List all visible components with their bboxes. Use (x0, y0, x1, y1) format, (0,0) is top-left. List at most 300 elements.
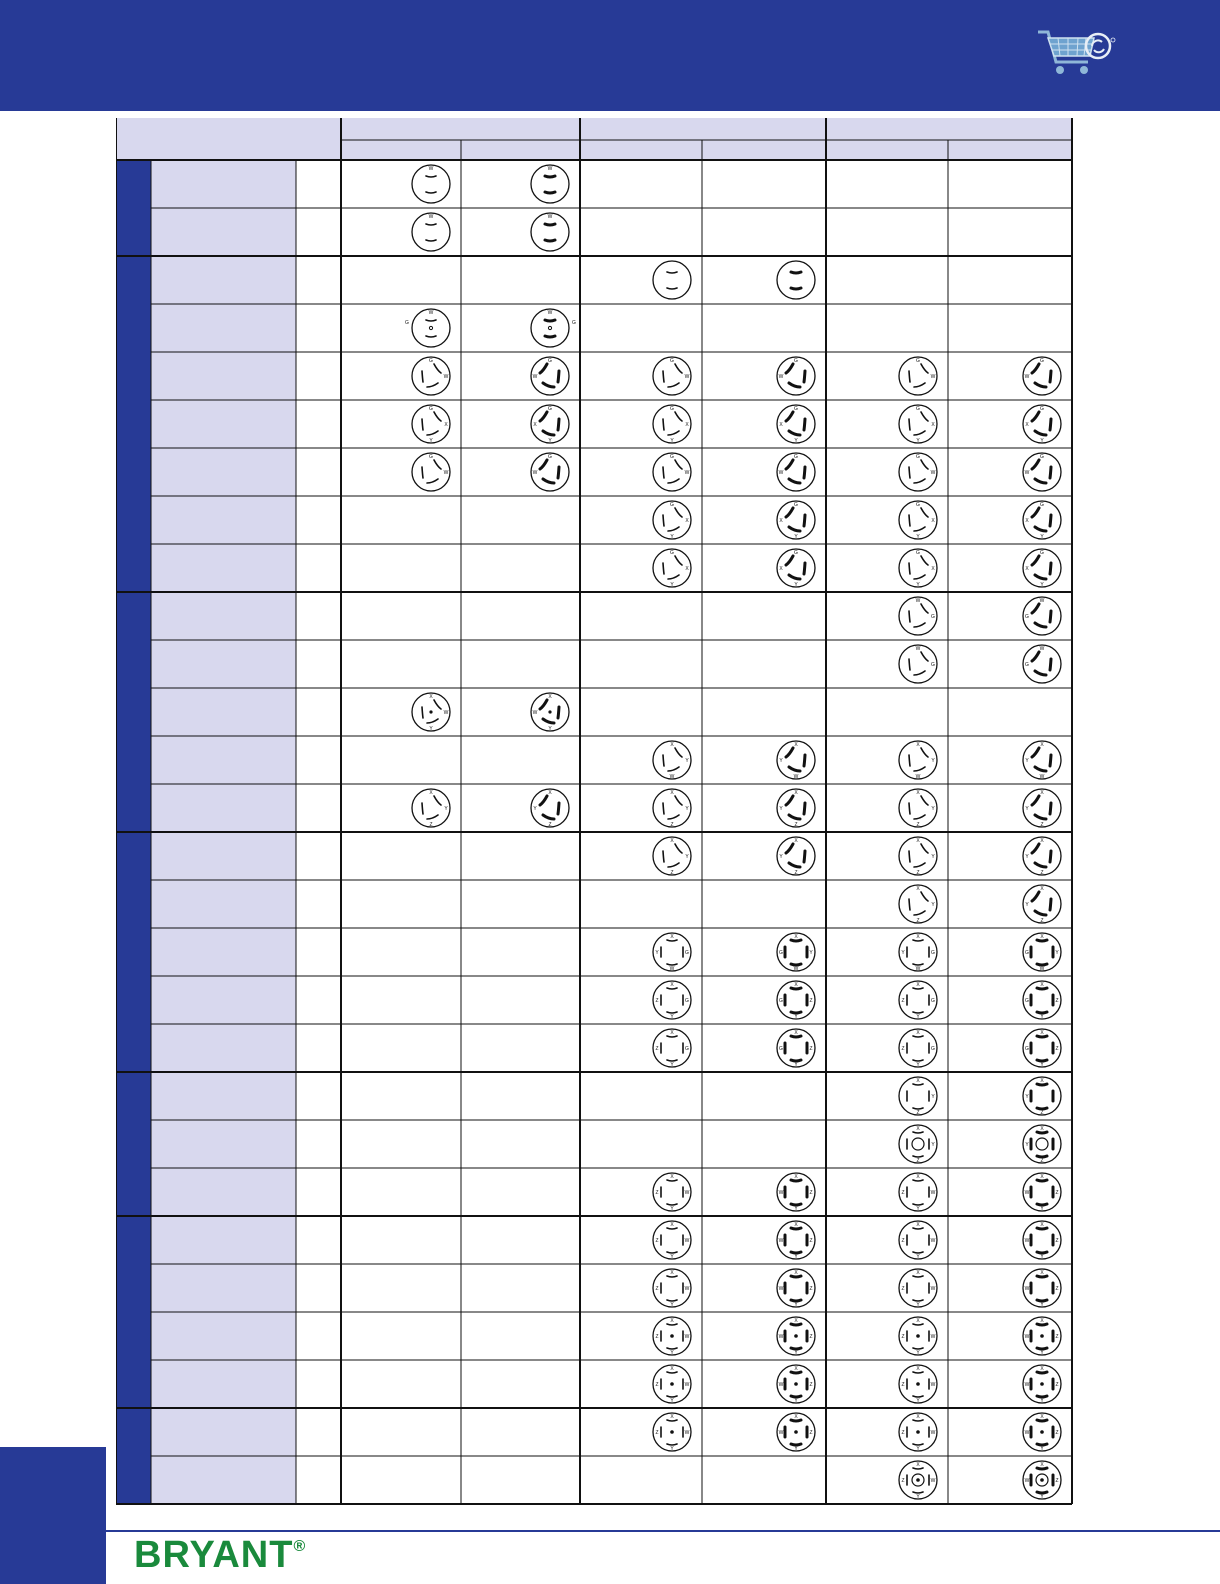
svg-text:W: W (778, 1382, 784, 1388)
svg-text:Y: Y (1040, 582, 1044, 588)
receptacle-face-icon (531, 789, 569, 828)
svg-text:X: X (916, 934, 920, 940)
svg-text:X: X (794, 982, 798, 988)
receptacle-face-icon (899, 645, 937, 683)
svg-text:Y: Y (1025, 806, 1029, 812)
svg-text:Z: Z (670, 822, 674, 828)
receptacle-face-icon (777, 837, 815, 876)
svg-text:W: W (684, 1238, 690, 1244)
svg-text:G: G (572, 320, 576, 326)
svg-text:Y: Y (794, 534, 798, 540)
svg-text:Y: Y (931, 758, 935, 764)
svg-text:Z: Z (1040, 918, 1044, 924)
svg-text:G: G (779, 1046, 783, 1052)
svg-text:X: X (1040, 1222, 1044, 1228)
svg-text:X: X (670, 1222, 674, 1228)
svg-text:Y: Y (794, 1062, 798, 1068)
receptacle-face-icon (653, 1173, 691, 1212)
svg-text:Y: Y (1040, 438, 1044, 444)
receptacle-face-icon (899, 1269, 937, 1308)
svg-text:X: X (916, 886, 920, 892)
footer-tab (0, 1447, 106, 1584)
receptacle-face-icon (653, 1317, 691, 1356)
receptacle-face-icon (1023, 405, 1061, 444)
svg-text:G: G (429, 454, 433, 460)
svg-text:W: W (1024, 1382, 1030, 1388)
svg-text:X: X (1040, 1270, 1044, 1276)
svg-text:Z: Z (809, 1046, 813, 1052)
receptacle-face-icon (653, 1269, 691, 1308)
svg-text:G: G (548, 406, 552, 412)
svg-text:G: G (794, 502, 798, 508)
svg-text:X: X (670, 1414, 674, 1420)
svg-text:Y: Y (655, 950, 659, 956)
header-sub-row (341, 140, 1072, 160)
svg-text:Z: Z (809, 1430, 813, 1436)
receptacle-face-icon (899, 1461, 937, 1500)
svg-text:Y: Y (916, 1446, 920, 1452)
header-label-cell (116, 118, 341, 160)
svg-text:G: G (429, 406, 433, 412)
svg-text:Z: Z (1055, 1334, 1059, 1340)
svg-text:G: G (931, 662, 935, 668)
svg-text:X: X (685, 422, 689, 428)
svg-text:Z: Z (901, 1478, 905, 1484)
svg-text:Y: Y (1025, 758, 1029, 764)
svg-text:G: G (916, 502, 920, 508)
svg-text:W: W (778, 1238, 784, 1244)
svg-text:Y: Y (916, 438, 920, 444)
receptacle-face-icon (777, 789, 815, 828)
shopping-cart-csa-icon[interactable] (1036, 24, 1116, 84)
svg-text:Z: Z (1040, 870, 1044, 876)
svg-text:W: W (1024, 1238, 1030, 1244)
svg-text:Y: Y (916, 534, 920, 540)
svg-text:G: G (670, 406, 674, 412)
receptacle-face-icon (1023, 453, 1061, 491)
svg-text:Y: Y (931, 902, 935, 908)
svg-text:W: W (793, 966, 799, 972)
svg-text:W: W (547, 310, 553, 316)
svg-text:Y: Y (916, 1494, 920, 1500)
svg-text:W: W (1024, 1334, 1030, 1340)
svg-text:W: W (778, 374, 784, 380)
svg-text:W: W (684, 1382, 690, 1388)
svg-text:W: W (1039, 966, 1045, 972)
receptacle-face-icon (777, 453, 815, 491)
svg-text:X: X (916, 1270, 920, 1276)
svg-text:X: X (444, 422, 448, 428)
svg-text:X: X (429, 790, 433, 796)
svg-text:X: X (916, 1222, 920, 1228)
svg-text:X: X (794, 790, 798, 796)
svg-text:Z: Z (901, 1430, 905, 1436)
svg-text:Y: Y (1040, 1254, 1044, 1260)
svg-text:G: G (1025, 614, 1029, 620)
svg-text:G: G (548, 454, 552, 460)
receptacle-face-icon (531, 693, 569, 732)
svg-text:X: X (1040, 1174, 1044, 1180)
svg-text:G: G (685, 998, 689, 1004)
svg-text:W: W (1024, 1478, 1030, 1484)
svg-text:G: G (1040, 358, 1044, 364)
receptacle-face-icon (899, 1125, 937, 1164)
svg-text:Z: Z (1055, 1238, 1059, 1244)
svg-text:Y: Y (670, 438, 674, 444)
svg-text:Y: Y (1040, 1302, 1044, 1308)
receptacle-face-icon (412, 357, 450, 395)
receptacle-face-icon (899, 885, 937, 924)
svg-text:X: X (931, 422, 935, 428)
svg-text:G: G (1025, 950, 1029, 956)
svg-text:X: X (916, 1174, 920, 1180)
svg-text:Y: Y (931, 854, 935, 860)
svg-text:Y: Y (779, 806, 783, 812)
svg-text:G: G (931, 998, 935, 1004)
receptacle-face-icon (899, 1365, 937, 1404)
svg-text:Y: Y (670, 1254, 674, 1260)
svg-text:Y: Y (1040, 534, 1044, 540)
svg-text:Z: Z (809, 1190, 813, 1196)
svg-text:W: W (669, 966, 675, 972)
svg-text:Y: Y (429, 438, 433, 444)
svg-text:Y: Y (1040, 1014, 1044, 1020)
receptacle-face-icon (777, 1269, 815, 1308)
svg-text:W: W (1024, 1286, 1030, 1292)
svg-text:G: G (794, 358, 798, 364)
svg-text:X: X (794, 1222, 798, 1228)
svg-text:X: X (916, 1030, 920, 1036)
svg-text:X: X (1040, 1366, 1044, 1372)
svg-text:Z: Z (901, 1286, 905, 1292)
receptacle-face-icon (653, 549, 691, 588)
svg-text:G: G (931, 950, 935, 956)
receptacle-face-icon (531, 165, 569, 203)
svg-text:W: W (547, 166, 553, 172)
receptacle-face-icon (412, 789, 450, 828)
svg-text:G: G (931, 614, 935, 620)
svg-text:Y: Y (916, 1350, 920, 1356)
receptacle-face-icon (899, 1221, 937, 1260)
receptacle-face-icon (1023, 597, 1061, 635)
svg-text:W: W (1024, 470, 1030, 476)
svg-text:Y: Y (1040, 1062, 1044, 1068)
receptacle-face-icon (899, 549, 937, 588)
svg-text:W: W (443, 374, 449, 380)
svg-text:Y: Y (794, 1206, 798, 1212)
svg-text:X: X (916, 742, 920, 748)
svg-text:Y: Y (548, 726, 552, 732)
svg-text:Z: Z (655, 1190, 659, 1196)
svg-text:G: G (916, 454, 920, 460)
receptacle-face-icon (899, 357, 937, 395)
svg-text:X: X (1025, 566, 1029, 572)
svg-text:W: W (778, 1286, 784, 1292)
svg-text:Y: Y (685, 806, 689, 812)
receptacle-face-icon (899, 597, 937, 635)
svg-text:W: W (1024, 1190, 1030, 1196)
svg-text:Z: Z (1055, 1478, 1059, 1484)
svg-text:Y: Y (670, 1446, 674, 1452)
receptacle-face-icon (531, 213, 569, 251)
svg-text:Y: Y (670, 1062, 674, 1068)
svg-text:Y: Y (931, 806, 935, 812)
svg-text:Y: Y (916, 1254, 920, 1260)
svg-text:G: G (429, 358, 433, 364)
receptacle-face-icon (412, 693, 450, 732)
receptacle-face-icon (899, 501, 937, 540)
svg-text:X: X (1040, 1318, 1044, 1324)
svg-text:X: X (670, 838, 674, 844)
svg-text:Y: Y (670, 534, 674, 540)
svg-text:X: X (794, 1414, 798, 1420)
svg-text:W: W (428, 214, 434, 220)
svg-text:Z: Z (809, 1382, 813, 1388)
svg-text:X: X (1025, 518, 1029, 524)
receptacle-face-icon (653, 1413, 691, 1452)
svg-text:Y: Y (931, 1142, 935, 1148)
svg-text:X: X (1040, 1030, 1044, 1036)
svg-text:G: G (794, 454, 798, 460)
receptacle-face-icon (777, 1221, 815, 1260)
svg-text:W: W (532, 470, 538, 476)
svg-text:Y: Y (916, 1206, 920, 1212)
svg-text:W: W (684, 1190, 690, 1196)
svg-text:X: X (779, 566, 783, 572)
svg-text:X: X (670, 934, 674, 940)
receptacle-face-icon (653, 837, 691, 876)
svg-text:W: W (930, 1286, 936, 1292)
svg-text:X: X (794, 742, 798, 748)
svg-text:W: W (1039, 646, 1045, 652)
svg-text:X: X (916, 982, 920, 988)
svg-text:W: W (684, 1334, 690, 1340)
svg-text:Y: Y (779, 758, 783, 764)
svg-text:X: X (670, 1030, 674, 1036)
brand-logo: BRYANT® (134, 1534, 307, 1576)
svg-text:Y: Y (901, 950, 905, 956)
receptacle-face-icon (412, 453, 450, 491)
svg-text:Z: Z (655, 1286, 659, 1292)
svg-text:W: W (930, 1430, 936, 1436)
svg-text:Y: Y (1025, 1142, 1029, 1148)
svg-text:Z: Z (655, 1238, 659, 1244)
svg-text:Z: Z (809, 998, 813, 1004)
svg-text:Z: Z (901, 1334, 905, 1340)
svg-text:W: W (532, 710, 538, 716)
svg-text:W: W (443, 710, 449, 716)
svg-text:W: W (778, 1430, 784, 1436)
receptacle-face-icon (653, 357, 691, 395)
svg-text:X: X (916, 1318, 920, 1324)
receptacle-face-icon (899, 1413, 937, 1452)
svg-text:Y: Y (685, 758, 689, 764)
svg-text:W: W (793, 774, 799, 780)
receptacle-face-icon (777, 405, 815, 444)
receptacle-face-icon (1023, 1461, 1061, 1500)
svg-text:Y: Y (794, 1254, 798, 1260)
svg-text:Z: Z (916, 822, 920, 828)
receptacle-face-icon (777, 549, 815, 588)
svg-text:W: W (532, 374, 538, 380)
svg-text:Y: Y (794, 1302, 798, 1308)
svg-text:G: G (794, 550, 798, 556)
svg-text:G: G (794, 406, 798, 412)
receptacle-face-icon (653, 1221, 691, 1260)
svg-text:Y: Y (444, 806, 448, 812)
receptacle-configuration-chart (116, 118, 1082, 1506)
receptacle-face-icon (653, 1365, 691, 1404)
svg-text:X: X (1040, 886, 1044, 892)
svg-text:Z: Z (1055, 998, 1059, 1004)
svg-text:Z: Z (1055, 1046, 1059, 1052)
svg-text:X: X (794, 1366, 798, 1372)
svg-text:Y: Y (794, 582, 798, 588)
svg-text:W: W (547, 214, 553, 220)
svg-text:X: X (1040, 934, 1044, 940)
svg-text:Z: Z (809, 1286, 813, 1292)
svg-text:Z: Z (1040, 1158, 1044, 1164)
receptacle-face-icon (777, 1173, 815, 1212)
svg-text:W: W (669, 774, 675, 780)
receptacle-face-icon (899, 1173, 937, 1212)
svg-text:G: G (916, 550, 920, 556)
svg-text:X: X (685, 518, 689, 524)
svg-text:G: G (1040, 502, 1044, 508)
svg-text:Y: Y (670, 582, 674, 588)
svg-text:Y: Y (794, 1350, 798, 1356)
svg-text:Z: Z (1040, 1110, 1044, 1116)
svg-text:X: X (794, 1318, 798, 1324)
svg-text:X: X (931, 566, 935, 572)
svg-text:Y: Y (1040, 1398, 1044, 1404)
receptacle-face-icon (1023, 1317, 1061, 1356)
svg-text:Y: Y (1040, 1350, 1044, 1356)
svg-text:W: W (1039, 774, 1045, 780)
svg-text:X: X (533, 422, 537, 428)
receptacle-face-icon (899, 1077, 937, 1116)
svg-text:X: X (670, 1174, 674, 1180)
svg-text:G: G (916, 406, 920, 412)
receptacle-face-icon (412, 165, 450, 203)
svg-text:W: W (930, 1190, 936, 1196)
receptacle-face-icon (1023, 1221, 1061, 1260)
receptacle-face-icon (1023, 501, 1061, 540)
svg-text:Y: Y (1040, 1206, 1044, 1212)
svg-text:Y: Y (1055, 950, 1059, 956)
receptacle-face-icon (531, 453, 569, 491)
svg-text:G: G (1025, 1046, 1029, 1052)
svg-text:G: G (779, 998, 783, 1004)
svg-text:Y: Y (916, 582, 920, 588)
receptacle-face-icon (777, 1365, 815, 1404)
svg-text:Z: Z (655, 1046, 659, 1052)
svg-text:Y: Y (1025, 854, 1029, 860)
svg-text:Y: Y (533, 806, 537, 812)
svg-text:Y: Y (794, 1446, 798, 1452)
svg-text:X: X (670, 1270, 674, 1276)
svg-text:G: G (670, 550, 674, 556)
svg-text:W: W (428, 166, 434, 172)
svg-text:G: G (779, 950, 783, 956)
svg-text:G: G (670, 502, 674, 508)
svg-text:Y: Y (670, 1398, 674, 1404)
svg-text:W: W (1024, 1430, 1030, 1436)
svg-text:Y: Y (1040, 1494, 1044, 1500)
svg-text:Z: Z (670, 870, 674, 876)
receptacle-face-icon (777, 933, 815, 972)
svg-text:Y: Y (429, 726, 433, 732)
svg-text:X: X (794, 1270, 798, 1276)
receptacle-face-icon (531, 357, 569, 395)
receptacle-face-icon (412, 405, 450, 444)
svg-text:Z: Z (655, 998, 659, 1004)
svg-text:Y: Y (794, 1398, 798, 1404)
header-group-row (341, 118, 1072, 140)
receptacle-face-icon (899, 837, 937, 876)
svg-text:X: X (794, 1030, 798, 1036)
svg-text:Z: Z (809, 1238, 813, 1244)
svg-text:W: W (915, 598, 921, 604)
svg-text:W: W (930, 374, 936, 380)
svg-text:W: W (930, 1238, 936, 1244)
svg-text:Y: Y (1025, 902, 1029, 908)
svg-text:G: G (1040, 406, 1044, 412)
receptacle-face-icon (1023, 1269, 1061, 1308)
svg-text:X: X (916, 1462, 920, 1468)
svg-text:X: X (931, 518, 935, 524)
svg-text:Z: Z (916, 918, 920, 924)
svg-text:X: X (670, 982, 674, 988)
svg-text:G: G (405, 320, 409, 326)
svg-text:X: X (1040, 1078, 1044, 1084)
svg-text:W: W (915, 774, 921, 780)
svg-text:W: W (778, 1334, 784, 1340)
svg-text:Y: Y (809, 950, 813, 956)
receptacle-face-icon (1023, 1125, 1061, 1164)
svg-text:X: X (685, 566, 689, 572)
svg-text:X: X (1040, 790, 1044, 796)
svg-text:X: X (1025, 422, 1029, 428)
svg-text:Y: Y (670, 1014, 674, 1020)
svg-text:X: X (670, 1318, 674, 1324)
svg-text:X: X (670, 790, 674, 796)
svg-text:X: X (1040, 838, 1044, 844)
svg-text:X: X (916, 1366, 920, 1372)
svg-text:Y: Y (548, 438, 552, 444)
receptacle-face-icon (405, 309, 450, 347)
receptacle-face-icon (777, 1029, 815, 1068)
receptacle-face-icon (899, 789, 937, 828)
receptacle-face-icon (1023, 1365, 1061, 1404)
svg-text:X: X (779, 518, 783, 524)
receptacle-face-icon (531, 405, 569, 444)
svg-text:W: W (930, 1382, 936, 1388)
svg-text:X: X (794, 934, 798, 940)
receptacle-face-icon (1023, 741, 1061, 780)
svg-text:Z: Z (1055, 1430, 1059, 1436)
svg-text:X: X (1040, 1462, 1044, 1468)
receptacle-face-icon (777, 501, 815, 540)
footer-rule (106, 1530, 1220, 1532)
svg-text:Y: Y (931, 1094, 935, 1100)
svg-text:W: W (684, 1430, 690, 1436)
svg-text:G: G (685, 950, 689, 956)
receptacle-face-icon (899, 405, 937, 444)
receptacle-face-icon (653, 1029, 691, 1068)
receptacle-face-icon (899, 933, 937, 972)
svg-text:X: X (794, 1174, 798, 1180)
